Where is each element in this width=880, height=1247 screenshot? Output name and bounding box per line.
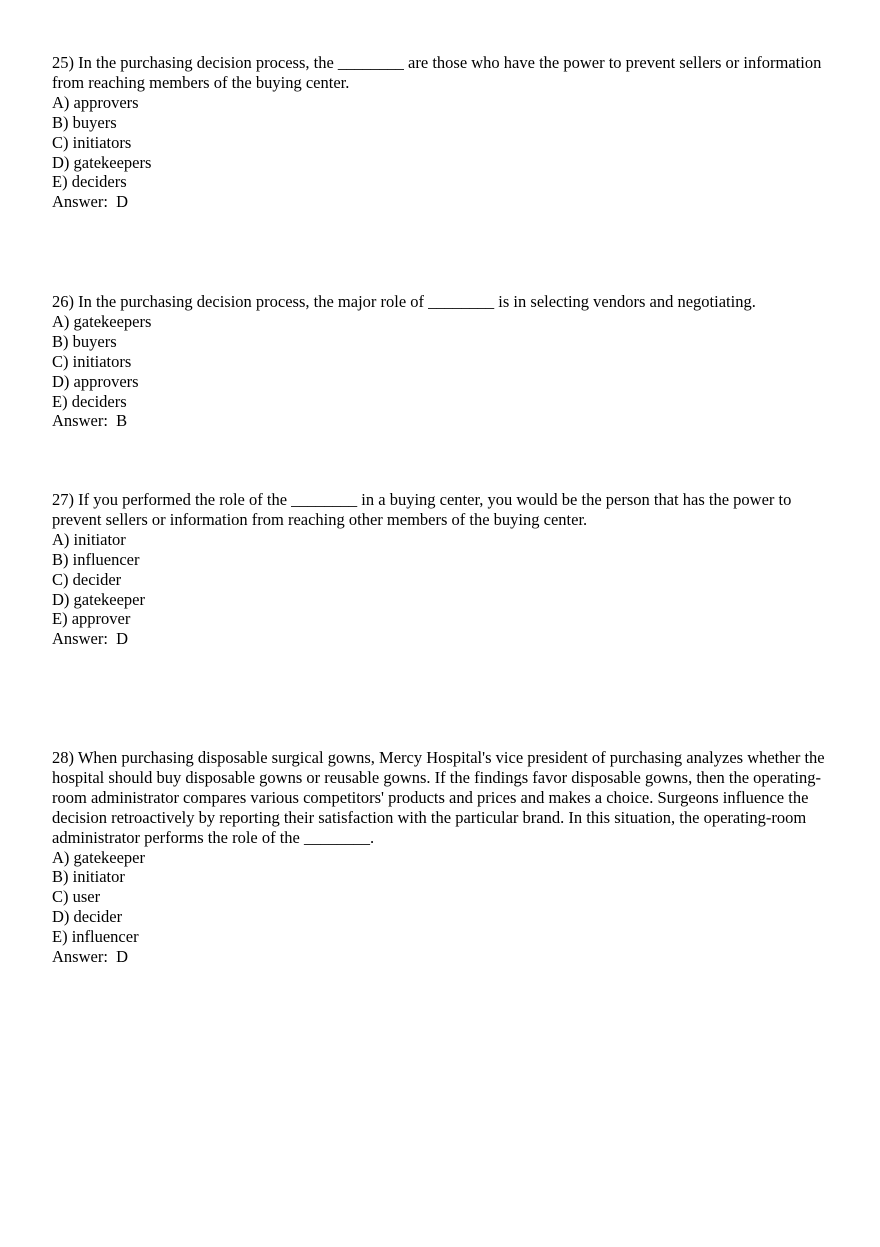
option-d: D) approvers xyxy=(52,371,139,391)
answer-options xyxy=(52,93,842,193)
option-a: A) initiator xyxy=(52,529,126,549)
option-d: D) decider xyxy=(52,907,123,927)
question-27 xyxy=(52,490,842,649)
question-stem: 27) If you performed the role of the ________ in a buying center, you would be the person that has the power to prevent sellers or information from reaching other members of the buying center. xyxy=(52,490,796,529)
option-a: A) approvers xyxy=(52,92,139,112)
option-e: E) approver xyxy=(52,609,131,629)
option-c: C) decider xyxy=(52,569,122,589)
option-e: E) deciders xyxy=(52,172,127,192)
option-c: C) user xyxy=(52,887,101,907)
question-stem: 26) In the purchasing decision process, the major role of ________ is in selecting vendors and negotiating. xyxy=(52,292,756,311)
answer-key: Answer: D xyxy=(52,629,129,649)
answer-options xyxy=(52,312,842,412)
option-d: D) gatekeeper xyxy=(52,589,145,609)
answer-options xyxy=(52,848,842,948)
option-e: E) influencer xyxy=(52,927,139,947)
option-b: B) buyers xyxy=(52,112,117,132)
answer-key: Answer: D xyxy=(52,192,129,212)
option-b: B) initiator xyxy=(52,867,125,887)
question-25 xyxy=(52,53,842,212)
option-a: A) gatekeepers xyxy=(52,311,152,331)
option-c: C) initiators xyxy=(52,132,132,152)
option-b: B) influencer xyxy=(52,549,140,569)
option-e: E) deciders xyxy=(52,391,127,411)
question-26 xyxy=(52,292,842,431)
question-stem: 28) When purchasing disposable surgical gowns, Mercy Hospital's vice president of purchasing analyzes whether the hospital should buy disposable gowns or reusable gowns. If the findings favor disposable gowns, then the operating-room administrator compares various competitors' products and prices and makes a choice. Surgeons influence the decision retroactively by reporting their satisfaction with the particular brand. In this situation, the operating-room administrator performs the role of the ________. xyxy=(52,748,829,847)
question-28 xyxy=(52,748,842,967)
answer-key: Answer: B xyxy=(52,411,128,431)
option-d: D) gatekeepers xyxy=(52,152,152,172)
answer-key: Answer: D xyxy=(52,947,129,967)
question-stem: 25) In the purchasing decision process, the ________ are those who have the power to prevent sellers or information from reaching members of the buying center. xyxy=(52,53,826,92)
option-a: A) gatekeeper xyxy=(52,847,145,867)
option-b: B) buyers xyxy=(52,331,117,351)
answer-options xyxy=(52,530,842,630)
option-c: C) initiators xyxy=(52,351,132,371)
